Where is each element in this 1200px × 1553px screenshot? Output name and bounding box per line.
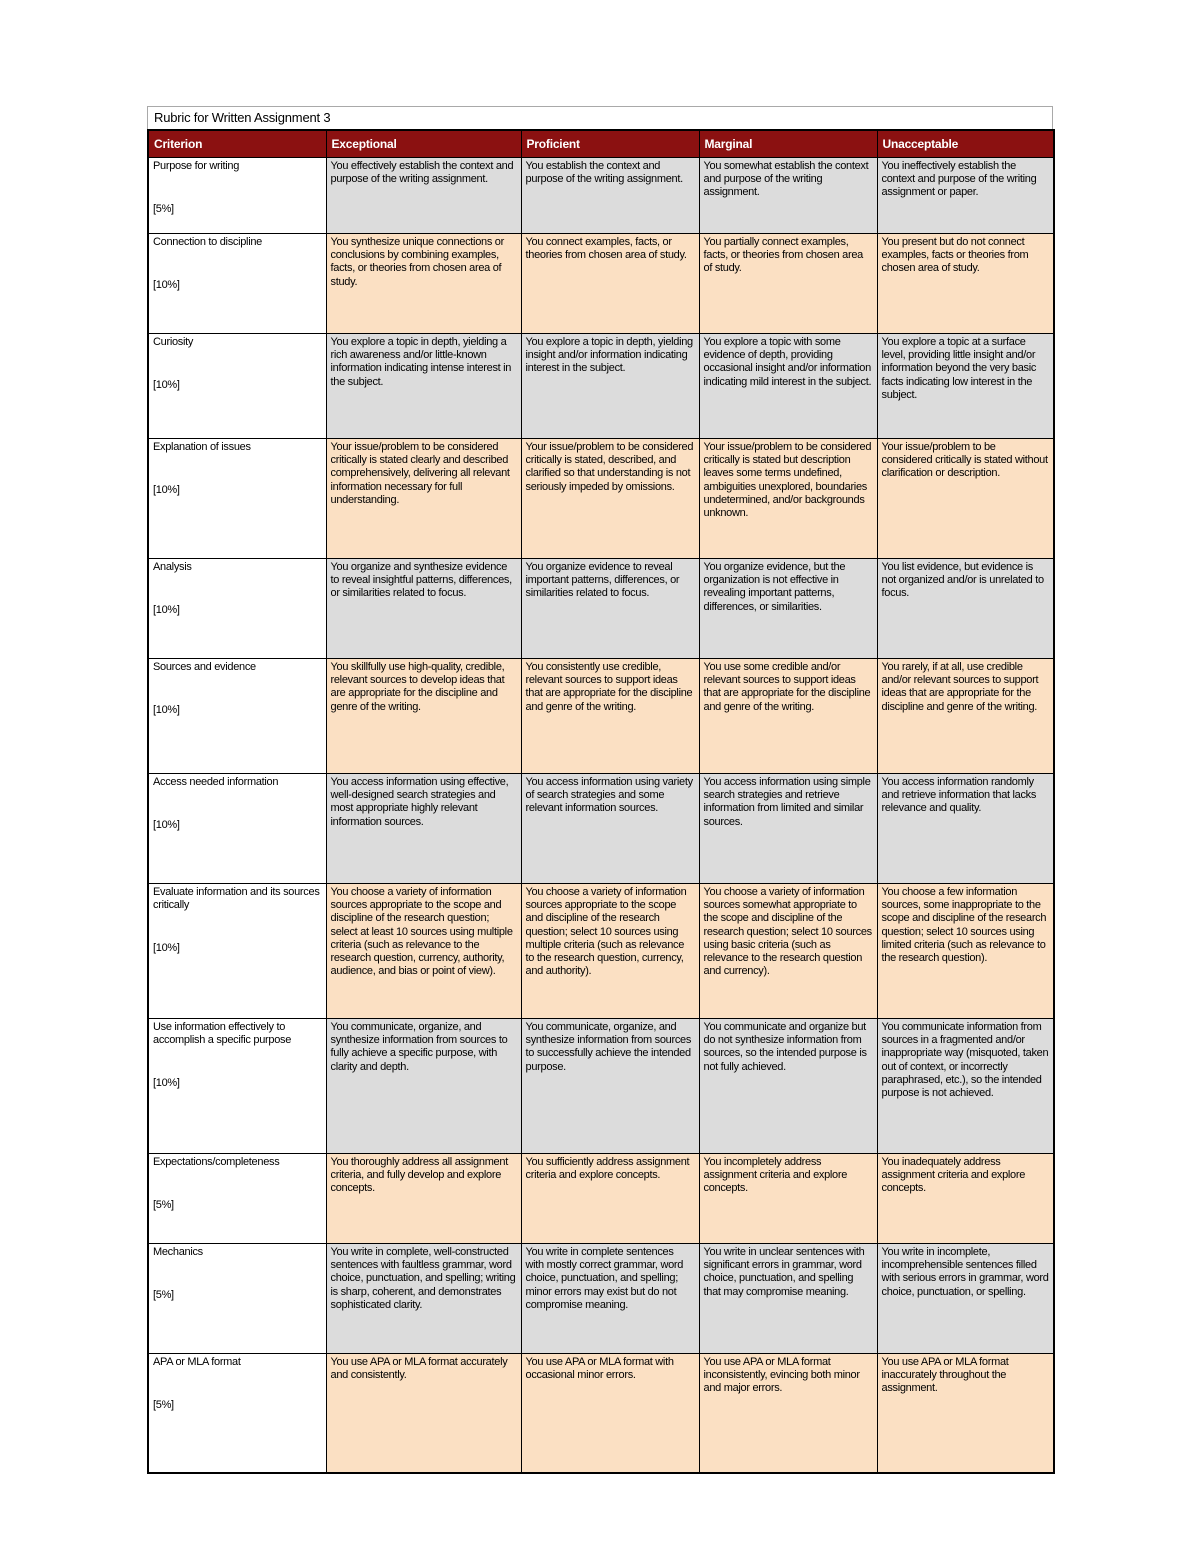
weight-label: [10%]: [153, 279, 180, 292]
table-row: [148, 659, 1054, 774]
level-cell-marginal: You somewhat establish the context and purpose of the writing assignment.: [699, 158, 877, 234]
level-cell-exceptional: You use APA or MLA format accurately and consistently.: [326, 1354, 521, 1473]
criterion-cell: [148, 1354, 326, 1473]
level-cell-unacceptable: You communicate information from sources in a fragmented and/or inappropriate way (misquoted, taken out of context, or incorrectly paraphrased, etc.), so the intended purpose is not achieved.: [877, 1019, 1054, 1154]
level-cell-proficient: You organize evidence to reveal important patterns, differences, or similarities related to focus.: [521, 559, 699, 659]
weight-label: [5%]: [153, 1399, 174, 1412]
rubric-table-header: [148, 130, 1054, 158]
level-cell-marginal: You choose a variety of information sources somewhat appropriate to the scope and discipline of the research question; select 10 sources using basic criteria (such as relevance to the research question and currency).: [699, 884, 877, 1019]
level-cell-exceptional: Your issue/problem to be considered critically is stated clearly and described comprehensively, delivering all relevant information necessary for full understanding.: [326, 439, 521, 559]
column-header-unacceptable: Unacceptable: [877, 130, 1054, 158]
criterion-cell: [148, 884, 326, 1019]
level-cell-exceptional: You effectively establish the context and purpose of the writing assignment.: [326, 158, 521, 234]
level-cell-proficient: You choose a variety of information sources appropriate to the scope and discipline of the research question; select 10 sources using multiple criteria (such as relevance to the research question, currency, and authority).: [521, 884, 699, 1019]
criterion-label: Expectations/completeness: [153, 1156, 280, 1168]
table-row: [148, 774, 1054, 884]
level-cell-unacceptable: You write in incomplete, incomprehensible sentences filled with serious errors in grammar, word choice, punctuation, or spelling.: [877, 1244, 1054, 1354]
level-cell-exceptional: You organize and synthesize evidence to reveal insightful patterns, differences, or similarities related to focus.: [326, 559, 521, 659]
criterion-cell: [148, 1244, 326, 1354]
column-header-exceptional: Exceptional: [326, 130, 521, 158]
level-cell-proficient: You connect examples, facts, or theories from chosen area of study.: [521, 234, 699, 334]
level-cell-exceptional: You skillfully use high-quality, credible, relevant sources to develop ideas that are appropriate for the discipline and genre of the writing.: [326, 659, 521, 774]
column-header-proficient: Proficient: [521, 130, 699, 158]
criterion-cell: [148, 1154, 326, 1244]
level-cell-exceptional: You communicate, organize, and synthesize information from sources to fully achieve a specific purpose, with clarity and depth.: [326, 1019, 521, 1154]
level-cell-proficient: You access information using variety of search strategies and some relevant information sources.: [521, 774, 699, 884]
level-cell-marginal: You use some credible and/or relevant sources to support ideas that are appropriate for the discipline and genre of the writing.: [699, 659, 877, 774]
criterion-cell: [148, 158, 326, 234]
level-cell-marginal: You communicate and organize but do not synthesize information from sources, so the intended purpose is not fully achieved.: [699, 1019, 877, 1154]
criterion-label: Access needed information: [153, 776, 279, 788]
criterion-label: Curiosity: [153, 336, 194, 348]
criterion-cell: [148, 559, 326, 659]
weight-label: [10%]: [153, 379, 180, 392]
weight-label: [10%]: [153, 604, 180, 617]
level-cell-marginal: You use APA or MLA format inconsistently, evincing both minor and major errors.: [699, 1354, 877, 1473]
level-cell-marginal: You partially connect examples, facts, or theories from chosen area of study.: [699, 234, 877, 334]
level-cell-unacceptable: You explore a topic at a surface level, providing little insight and/or information beyond the very basic facts indicating low interest in the subject.: [877, 334, 1054, 439]
rubric-table-body: [148, 158, 1054, 1473]
header-row: [148, 130, 1054, 158]
weight-label: [10%]: [153, 942, 180, 955]
level-cell-exceptional: You synthesize unique connections or conclusions by combining examples, facts, or theories from chosen area of study.: [326, 234, 521, 334]
level-cell-marginal: You organize evidence, but the organization is not effective in revealing important patterns, differences, or similarities.: [699, 559, 877, 659]
criterion-label: Use information effectively to accomplish a specific purpose: [153, 1021, 292, 1047]
table-row: [148, 1154, 1054, 1244]
weight-label: [5%]: [153, 1289, 174, 1302]
level-cell-marginal: Your issue/problem to be considered critically is stated but description leaves some terms undefined, ambiguities unexplored, boundaries undetermined, and/or backgrounds unknown.: [699, 439, 877, 559]
column-header-criterion: Criterion: [148, 130, 326, 158]
table-row: [148, 234, 1054, 334]
criterion-label: Evaluate information and its sources critically: [153, 886, 320, 912]
level-cell-proficient: You use APA or MLA format with occasional minor errors.: [521, 1354, 699, 1473]
criterion-cell: [148, 1019, 326, 1154]
criterion-label: Explanation of issues: [153, 441, 251, 453]
level-cell-unacceptable: You use APA or MLA format inaccurately throughout the assignment.: [877, 1354, 1054, 1473]
weight-label: [10%]: [153, 704, 180, 717]
criterion-label: Sources and evidence: [153, 661, 256, 673]
table-row: [148, 334, 1054, 439]
level-cell-unacceptable: You ineffectively establish the context and purpose of the writing assignment or paper.: [877, 158, 1054, 234]
criterion-label: Analysis: [153, 561, 192, 573]
level-cell-exceptional: You write in complete, well-constructed sentences with faultless grammar, word choice, punctuation, and spelling; writing is sharp, coherent, and demonstrates sophisticated clarity.: [326, 1244, 521, 1354]
level-cell-exceptional: You access information using effective, well-designed search strategies and most appropriate highly relevant information sources.: [326, 774, 521, 884]
level-cell-marginal: You access information using simple search strategies and retrieve information from limited and similar sources.: [699, 774, 877, 884]
level-cell-unacceptable: You rarely, if at all, use credible and/or relevant sources to support ideas that are appropriate for the discipline and genre of the writing.: [877, 659, 1054, 774]
table-row: [148, 158, 1054, 234]
table-row: [148, 439, 1054, 559]
criterion-cell: [148, 774, 326, 884]
level-cell-unacceptable: You access information randomly and retrieve information that lacks relevance and quality.: [877, 774, 1054, 884]
level-cell-exceptional: You thoroughly address all assignment criteria, and fully develop and explore concepts.: [326, 1154, 521, 1244]
weight-label: [10%]: [153, 1077, 180, 1090]
rubric-container: [147, 106, 1053, 1474]
table-row: [148, 1244, 1054, 1354]
table-row: [148, 884, 1054, 1019]
criterion-label: Mechanics: [153, 1246, 203, 1258]
table-row: [148, 559, 1054, 659]
level-cell-unacceptable: You list evidence, but evidence is not organized and/or is unrelated to focus.: [877, 559, 1054, 659]
level-cell-proficient: You write in complete sentences with mostly correct grammar, word choice, punctuation, and spelling; minor errors may exist but do not compromise meaning.: [521, 1244, 699, 1354]
column-header-marginal: Marginal: [699, 130, 877, 158]
level-cell-proficient: You sufficiently address assignment criteria and explore concepts.: [521, 1154, 699, 1244]
table-row: [148, 1354, 1054, 1473]
level-cell-marginal: You explore a topic with some evidence of depth, providing occasional insight and/or information indicating mild interest in the subject.: [699, 334, 877, 439]
weight-label: [5%]: [153, 203, 174, 216]
level-cell-proficient: You explore a topic in depth, yielding insight and/or information indicating interest in the subject.: [521, 334, 699, 439]
weight-label: [5%]: [153, 1199, 174, 1212]
table-row: [148, 1019, 1054, 1154]
criterion-label: Purpose for writing: [153, 160, 240, 172]
criterion-cell: [148, 659, 326, 774]
rubric-table: [147, 129, 1055, 1474]
criterion-cell: [148, 334, 326, 439]
level-cell-unacceptable: You present but do not connect examples, facts or theories from chosen area of study.: [877, 234, 1054, 334]
level-cell-proficient: You communicate, organize, and synthesize information from sources to successfully achieve the intended purpose.: [521, 1019, 699, 1154]
level-cell-marginal: You write in unclear sentences with significant errors in grammar, word choice, punctuation, and spelling that may compromise meaning.: [699, 1244, 877, 1354]
level-cell-exceptional: You explore a topic in depth, yielding a rich awareness and/or little-known information indicating intense interest in the subject.: [326, 334, 521, 439]
criterion-label: APA or MLA format: [153, 1356, 241, 1368]
criterion-cell: [148, 439, 326, 559]
level-cell-proficient: Your issue/problem to be considered critically is stated, described, and clarified so that understanding is not seriously impeded by omissions.: [521, 439, 699, 559]
weight-label: [10%]: [153, 484, 180, 497]
level-cell-proficient: You establish the context and purpose of the writing assignment.: [521, 158, 699, 234]
weight-label: [10%]: [153, 819, 180, 832]
level-cell-unacceptable: You choose a few information sources, some inappropriate to the scope and discipline of the research question; select 10 sources using limited criteria (such as relevance to the research question).: [877, 884, 1054, 1019]
level-cell-unacceptable: You inadequately address assignment criteria and explore concepts.: [877, 1154, 1054, 1244]
level-cell-unacceptable: Your issue/problem to be considered critically is stated without clarification or description.: [877, 439, 1054, 559]
criterion-label: Connection to discipline: [153, 236, 262, 248]
rubric-title: Rubric for Written Assignment 3: [147, 106, 1053, 129]
level-cell-marginal: You incompletely address assignment criteria and explore concepts.: [699, 1154, 877, 1244]
level-cell-proficient: You consistently use credible, relevant sources to support ideas that are appropriate for the discipline and genre of the writing.: [521, 659, 699, 774]
level-cell-exceptional: You choose a variety of information sources appropriate to the scope and discipline of the research question; select at least 10 sources using multiple criteria (such as relevance to the research question, currency, authority, audience, and bias or point of view).: [326, 884, 521, 1019]
criterion-cell: [148, 234, 326, 334]
